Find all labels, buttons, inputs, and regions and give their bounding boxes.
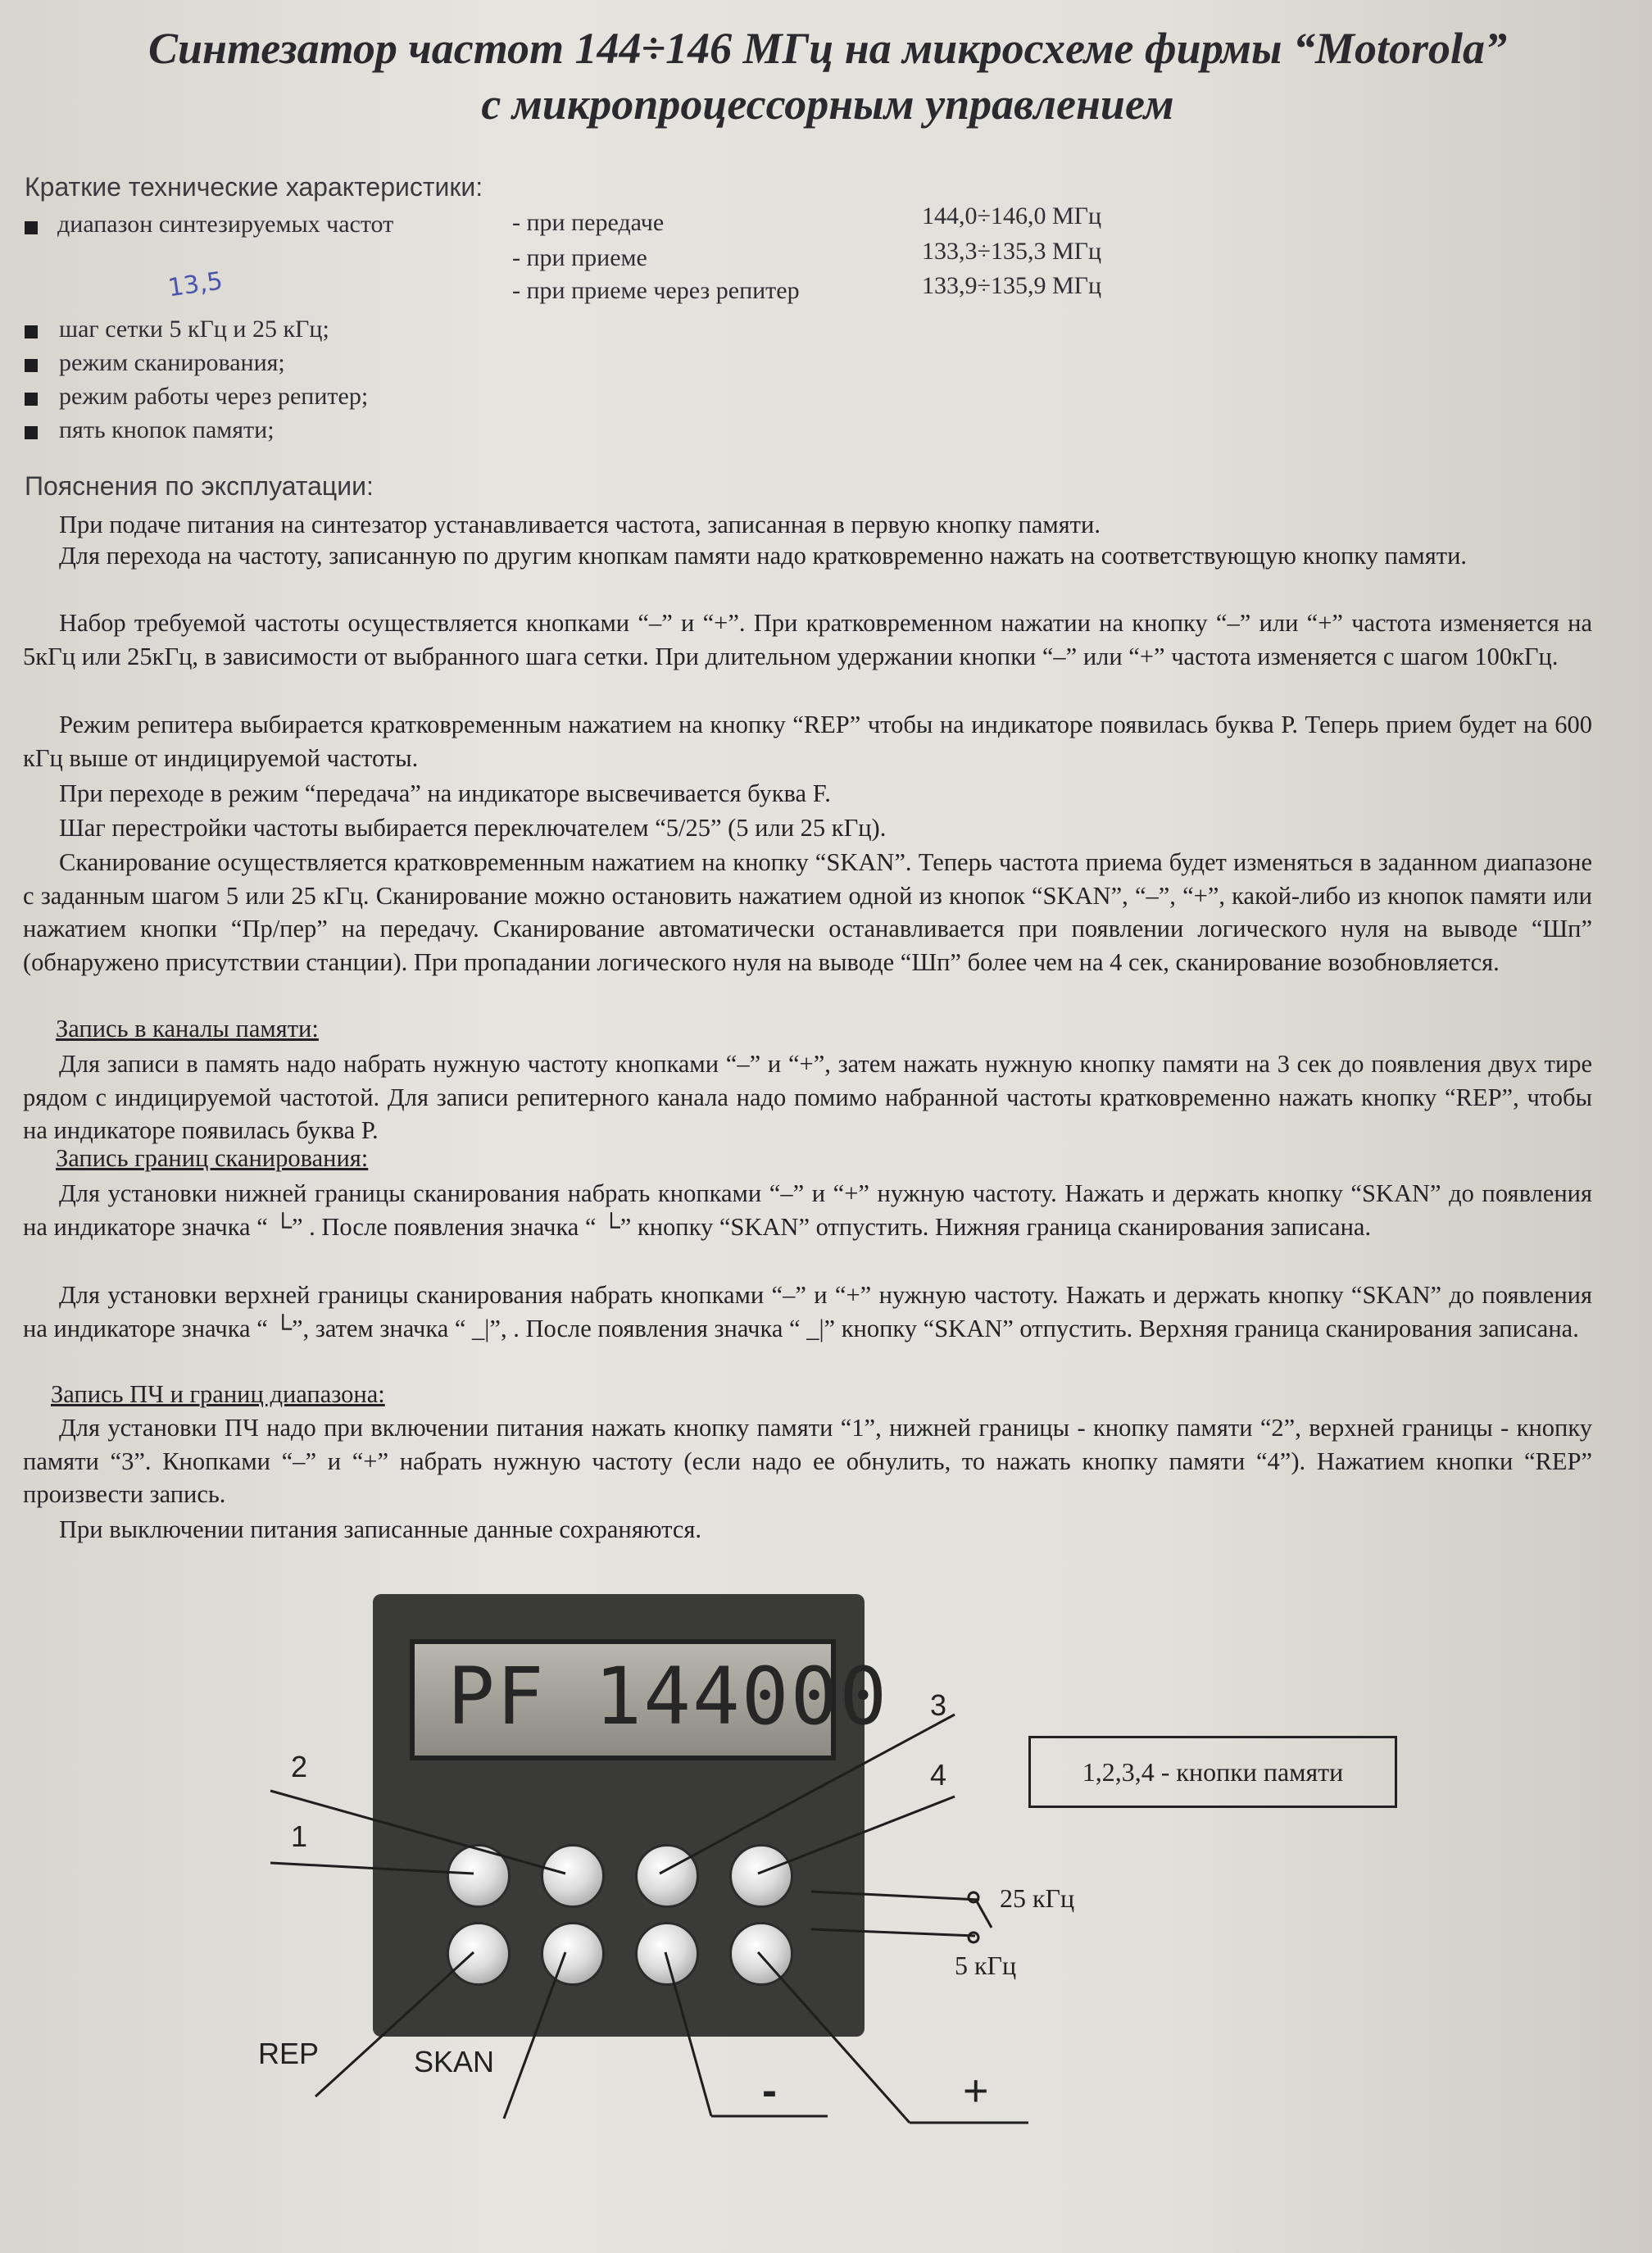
spec-bullet-scan: режим сканирования; xyxy=(59,349,285,376)
title-line-1: Синтезатор частот 144÷146 МГц на микросхеме фирмы “Motorola” xyxy=(148,24,1508,73)
handwritten-note: 13,5 xyxy=(166,266,225,303)
memory-paragraph: Для записи в память надо набрать нужную частоту кнопками “–” и “+”, затем нажать нужную кнопку памяти на 3 сек до появления двух тире рядом с индицируемой частотой. Для записи репитерного канала надо помимо набранной частоты кратковременно нажать кнопку “REP”, чтобы на индикаторе появилась буква Р. xyxy=(23,1050,1592,1144)
label-button-2: 2 xyxy=(291,1750,308,1783)
spec-value-tx: 144,0÷146,0 МГц xyxy=(922,202,1102,229)
spec-bullet-memory: пять кнопок памяти; xyxy=(59,416,275,443)
operation-paragraph-1: При подаче питания на синтезатор устанавливается частота, записанная в первую кнопку памяти. xyxy=(59,511,1101,538)
operation-paragraph-7: Сканирование осуществляется кратковременным нажатием на кнопку “SKAN”. Теперь частота приема будет изменяться в заданном диапазоне с заданным шагом 5 или 25 кГц. Сканирование можно остановить нажатием одной из кнопок “SKAN”, “–”, “+”, какой-либо из кнопок памяти или нажатием кнопки “Пр/пер” на передачу. Сканирование автоматически останавливается при появлении логического нуля на выводе “Шп” (обнаружено присутствии станции). При пропадании логического нуля на выводе “Шп” более чем на 4 сек, сканирование возобновляется. xyxy=(23,848,1592,976)
operation-paragraph-6: Шаг перестройки частоты выбирается переключателем “5/25” (5 или 25 кГц). xyxy=(59,814,887,842)
spec-mode-rx: - при приеме xyxy=(512,244,647,271)
label-step-5khz: 5 кГц xyxy=(955,1951,1017,1980)
label-plus: + xyxy=(963,2066,989,2115)
specs-heading: Краткие технические характеристики: xyxy=(25,172,483,202)
if-limits-paragraph-1: Для установки ПЧ надо при включении питания нажать кнопку памяти “1”, нижней границы - кнопку памяти “2”, верхней границы - кнопку памяти “3”. Кнопками “–” и “+” набрать нужную частоту (если надо ее обнулить, то нажать кнопку памяти “4”). Нажатием кнопки “REP” произвести запись. xyxy=(23,1414,1592,1508)
scan-limits-paragraph-1: Для установки нижней границы сканирования набрать кнопками “–” и “+” нужную частоту. Нажать и держать кнопку “SKAN” до появления на индикаторе значка “ └” . После появления значка “ └” кнопку “SKAN” отпустить. Нижняя граница сканирования записана. xyxy=(23,1179,1592,1241)
spec-bullet-step: шаг сетки 5 кГц и 25 кГц; xyxy=(59,316,329,343)
operation-paragraph-2: Для перехода на частоту, записанную по другим кнопкам памяти надо кратковременно нажать на соответствующую кнопку памяти. xyxy=(59,542,1468,570)
label-step-25khz: 25 кГц xyxy=(1000,1883,1075,1913)
legend-box: 1,2,3,4 - кнопки памяти xyxy=(1028,1736,1397,1808)
memory-heading: Запись в каналы памяти: xyxy=(56,1015,319,1042)
operation-heading: Пояснения по эксплуатации: xyxy=(25,471,374,501)
label-rep: REP xyxy=(258,2037,320,2070)
label-button-3: 3 xyxy=(930,1688,947,1722)
operation-paragraph-4: Режим репитера выбирается кратковременным нажатием на кнопку “REP” чтобы на индикаторе появилась буква Р. Теперь прием будет на 600 кГц выше от индицируемой частоты. xyxy=(23,711,1592,772)
if-limits-paragraph-2: При выключении питания записанные данные сохраняются. xyxy=(59,1515,702,1543)
operation-paragraph-5: При переходе в режим “передача” на индикаторе высвечивается буква F. xyxy=(59,779,831,807)
spec-value-rx: 133,3÷135,3 МГц xyxy=(922,238,1102,265)
spec-value-rep: 133,9÷135,9 МГц xyxy=(922,272,1102,299)
scan-limits-paragraph-2: Для установки верхней границы сканирования набрать кнопками “–” и “+” нужную частоту. Нажать и держать кнопку “SKAN” до появления на индикаторе значка “ └”, затем значка “ _|”, . После появления значка “ _|” кнопку “SKAN” отпустить. Верхняя граница сканирования записана. xyxy=(23,1281,1592,1342)
spec-mode-rep: - при приеме через репитер xyxy=(512,277,800,304)
spec-mode-tx: - при передаче xyxy=(512,209,665,236)
if-limits-heading: Запись ПЧ и границ диапазона: xyxy=(51,1380,385,1408)
label-button-4: 4 xyxy=(930,1758,947,1792)
spec-bullet-repeater: режим работы через репитер; xyxy=(59,383,369,410)
label-button-1: 1 xyxy=(291,1819,308,1853)
scan-limits-heading: Запись границ сканирования: xyxy=(56,1144,369,1172)
title-line-2: с микропроцессорным управлением xyxy=(481,79,1174,129)
lcd-readout: PF 144000 xyxy=(447,1651,889,1742)
label-skan: SKAN xyxy=(414,2045,495,2078)
label-minus: - xyxy=(762,2066,777,2115)
operation-paragraph-3: Набор требуемой частоты осуществляется кнопками “–” и “+”. При кратковременном нажатии на кнопку “–” или “+” частота изменяется на 5кГц или 25кГц, в зависимости от выбранного шага сетки. При длительном удержании кнопки “–” или “+” частота изменяется с шагом 100кГц. xyxy=(23,609,1592,670)
range-label: диапазон синтезируемых частот xyxy=(57,211,394,238)
